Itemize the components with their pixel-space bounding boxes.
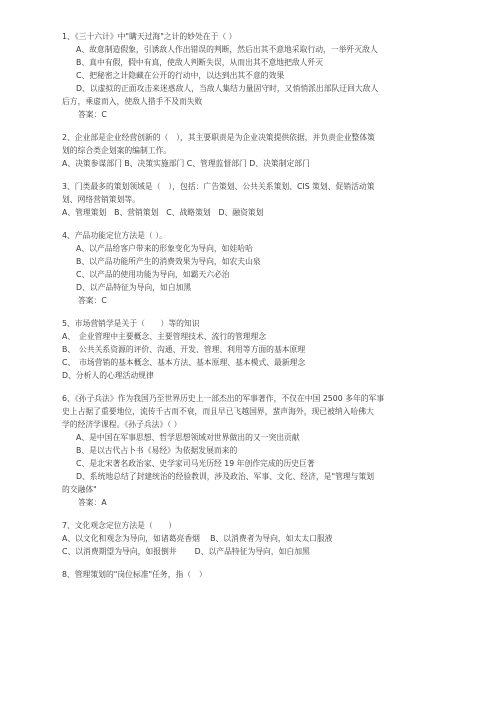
question-stem: 3、门类最多的策划领域是（ ），包括：广告策划、公共关系策划、CIS 策划、促销活动策: [62, 182, 375, 191]
question-stem: 6、《孙子兵法》作为我国乃至世界历史上一部杰出的军事著作，不仅在中国 2500 多年的军事: [62, 394, 385, 403]
question-5: [62, 317, 462, 382]
option-a: A、故意制造假象，引诱敌人作出错误的判断，然后出其不意地采取行动，一举歼灭敌人: [76, 45, 378, 54]
options: A、管理策划 B、营销策划 C、战略策划 D、融资策划: [62, 208, 264, 217]
option-b: B、真中有假，假中有真，使敌人判断失误，从而出其不意地把敌人歼灭: [76, 58, 324, 67]
question-stem-continued: 学的经济学课程。《孙子兵法》（ ）: [62, 420, 182, 429]
question-stem-continued: 划、网络营销策划等。: [62, 195, 140, 204]
answer: 答案：C: [78, 296, 107, 305]
question-3: [62, 180, 462, 219]
question-stem: 7、文化观念定位方法是（ ）: [62, 521, 177, 530]
option-b: B、是以古代占卜书《易经》为依据发展而来的: [76, 446, 238, 455]
question-4: [62, 229, 462, 307]
question-8: [62, 568, 462, 581]
question-1: [62, 30, 462, 121]
option-c: C、 市场营销的基本概念、基本方法、基本原理、基本模式、最新理念: [62, 358, 306, 367]
option-a: A、以产品给客户带来的形象变化为导向，如娃哈哈: [76, 244, 253, 253]
option-d: D、以虚拟的正面攻击来迷惑敌人，当敌人集结力量固守时，又悄悄派出部队迂回大敌人: [76, 84, 379, 93]
question-stem: 1、《三十六计》中"瞒天过海"之计的妙处在于（ ）: [62, 32, 237, 41]
answer: 答案：C: [78, 110, 107, 119]
option-d: D、系统地总结了封建统治的经验教训，涉及政治、军事、文化、经济，是"管理与策划: [76, 472, 375, 481]
option-d: D、分析人的心理活动规律: [62, 371, 154, 380]
option-c: C、以产品的使用功能为导向，如霸天六必治: [76, 270, 230, 279]
question-stem-continued: 史上占据了重要地位，流传千古而不衰，而且早已飞越国界，蜚声海外，现已被纳入哈佛大: [62, 407, 374, 416]
options: A、决策参谋部门 B、决策实施部门 C、管理监督部门 D、决策制定部门: [62, 159, 310, 168]
question-stem: 2、企业部是企业经营创新的（ ），其主要职责是为企业决策提供依据，并负责企业整体策: [62, 133, 375, 142]
option-b: B、以产品功能所产生的消费效果为导向，如农夫山泉: [76, 257, 261, 266]
option-a: A、是中国在军事思想、哲学思想领域对世界做出的又一突出贡献: [76, 433, 300, 442]
question-2: [62, 131, 462, 170]
option-a: A、 企业管理中主要概念、主要管理技术、流行的管理理念: [62, 332, 267, 341]
option-c: C、是北宋著名政治家、史学家司马光历经 19 年创作完成的历史巨著: [76, 459, 315, 468]
question-6: [62, 392, 462, 509]
question-stem-continued: 划的综合类企划案的编制工作。: [62, 146, 172, 155]
option-d-continued: 的交融体": [62, 485, 97, 494]
question-stem: 5、市场营销学是关于（ ）等的知识: [62, 319, 200, 328]
question-7: [62, 519, 462, 558]
option-c: C、把秘密之计隐藏在公开的行动中，以达到出其不意的效果: [76, 71, 285, 80]
option-d: D、以产品特征为导向，如白加黑: [76, 283, 192, 292]
option-b: B、 公共关系资源的评价、沟通、开发、管理、利用等方面的基本原理: [62, 345, 306, 354]
question-stem: 4、产品功能定位方法是（ ）。: [62, 231, 167, 240]
question-stem: 8、管理策划的"岗位标准"任务，指（ ）: [62, 570, 207, 579]
option-d-continued: 后方，乘虚而入，使敌人措手不及而失败: [62, 97, 203, 106]
answer: 答案：A: [78, 498, 107, 507]
options-ab: A、以文化和观念为导向，如诸葛亮香烟 B、以消费者为导向，如太太口服液: [62, 534, 333, 543]
options-cd: C、以消费期望为导向，如报倒井 D、以产品特征为导向，如白加黑: [62, 547, 310, 556]
